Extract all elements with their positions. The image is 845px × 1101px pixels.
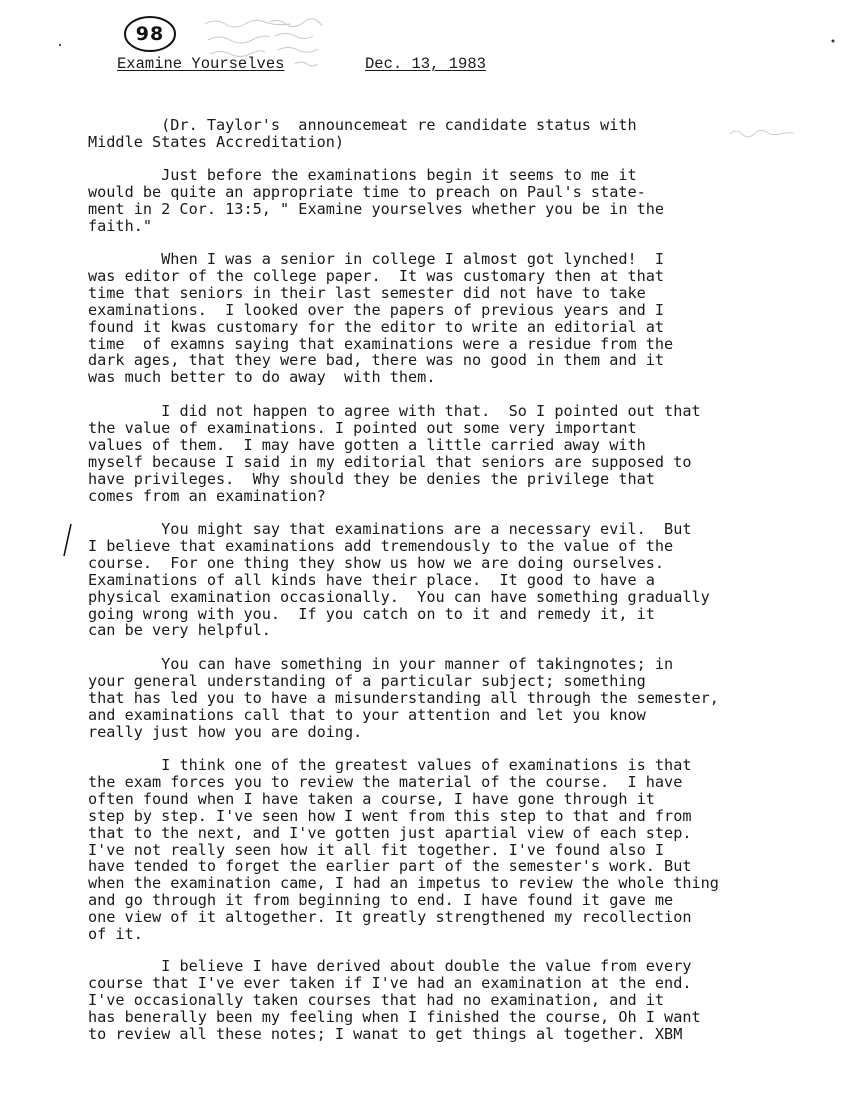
paragraph-disagreement: I did not happen to agree with that. So I pointed out that the value of examinations. I pointed out some very important values of them. I may have gotten a little carried away with myself because I said in my editorial that seniors are supposed to have privileges. Why should they be denies the privilege that comes from an examination? xyxy=(88,402,701,505)
document-title: Examine Yourselves xyxy=(117,55,285,73)
page-number-text: 98 xyxy=(135,23,165,45)
pencil-scribble-icon xyxy=(728,124,798,142)
paragraph-intro: Just before the examinations begin it seems to me it would be quite an appropriate time to preach on Paul's state- ment in 2 Cor. 13:5, " Examine yourselves whether you be in the faith." xyxy=(88,166,665,235)
speck-icon xyxy=(830,38,836,44)
margin-slash-icon xyxy=(60,522,74,558)
speck-icon xyxy=(57,42,63,48)
paragraph-necessary-evil: You might say that examinations are a necessary evil. But I believe that examinations add tremendously to the value of the course. For one thing they show us how we are doing ourselves. Examinations of all kinds have their place. It good to have a physical examination occasionally. You can have something gradually going wrong with you. If you catch on to it and remedy it, it can be very helpful. xyxy=(88,520,710,640)
paragraph-double-value: I believe I have derived about double the value from every course that I've ever taken if I've had an examination at the end. I've occasionally taken courses that had no examination, and it has benerally been my feeling when I finished the course, Oh I want to review all these notes; I wanat to get things al together. XBM xyxy=(88,957,701,1043)
paragraph-college-story: When I was a senior in college I almost got lynched! I was editor of the college paper. It was customary then at that time that seniors in their last semester did not have to take examinations. I looked over the papers of previous years and I found it kwas customary for the editor to write an editorial at time of examns saying that examinations were a residue from the dark ages, that they were bad, there was no good in them and it was much better to do away with them. xyxy=(88,250,674,387)
paragraph-note: (Dr. Taylor's announcemeat re candidate status with Middle States Accreditation) xyxy=(88,116,637,151)
paragraph-note-taking: You can have something in your manner of takingnotes; in your general understanding of a particular subject; something that has led you to have a misunderstanding all through the semester, and examinations call that to your attention and let you know really just how you are doing. xyxy=(88,655,719,741)
pencil-annotation-icon xyxy=(200,14,340,94)
paragraph-review-value: I think one of the greatest values of examinations is that the exam forces you to review the material of the course. I have often found when I have taken a course, I have gone through it step by step. I've seen how I went from this step to that and from that to the next, and I've gotten just apartial view of each step. I've not really seen how it all fit together. I've found also I have tended to forget the earlier part of the semester's work. But when the examination came, I had an impetus to review the whole thing and go through it from beginning to end. I have found it gave me one view of it altogether. It greatly strengthened my recollection of it. xyxy=(88,756,719,944)
document-date: Dec. 13, 1983 xyxy=(365,55,486,73)
page-number xyxy=(122,14,178,54)
